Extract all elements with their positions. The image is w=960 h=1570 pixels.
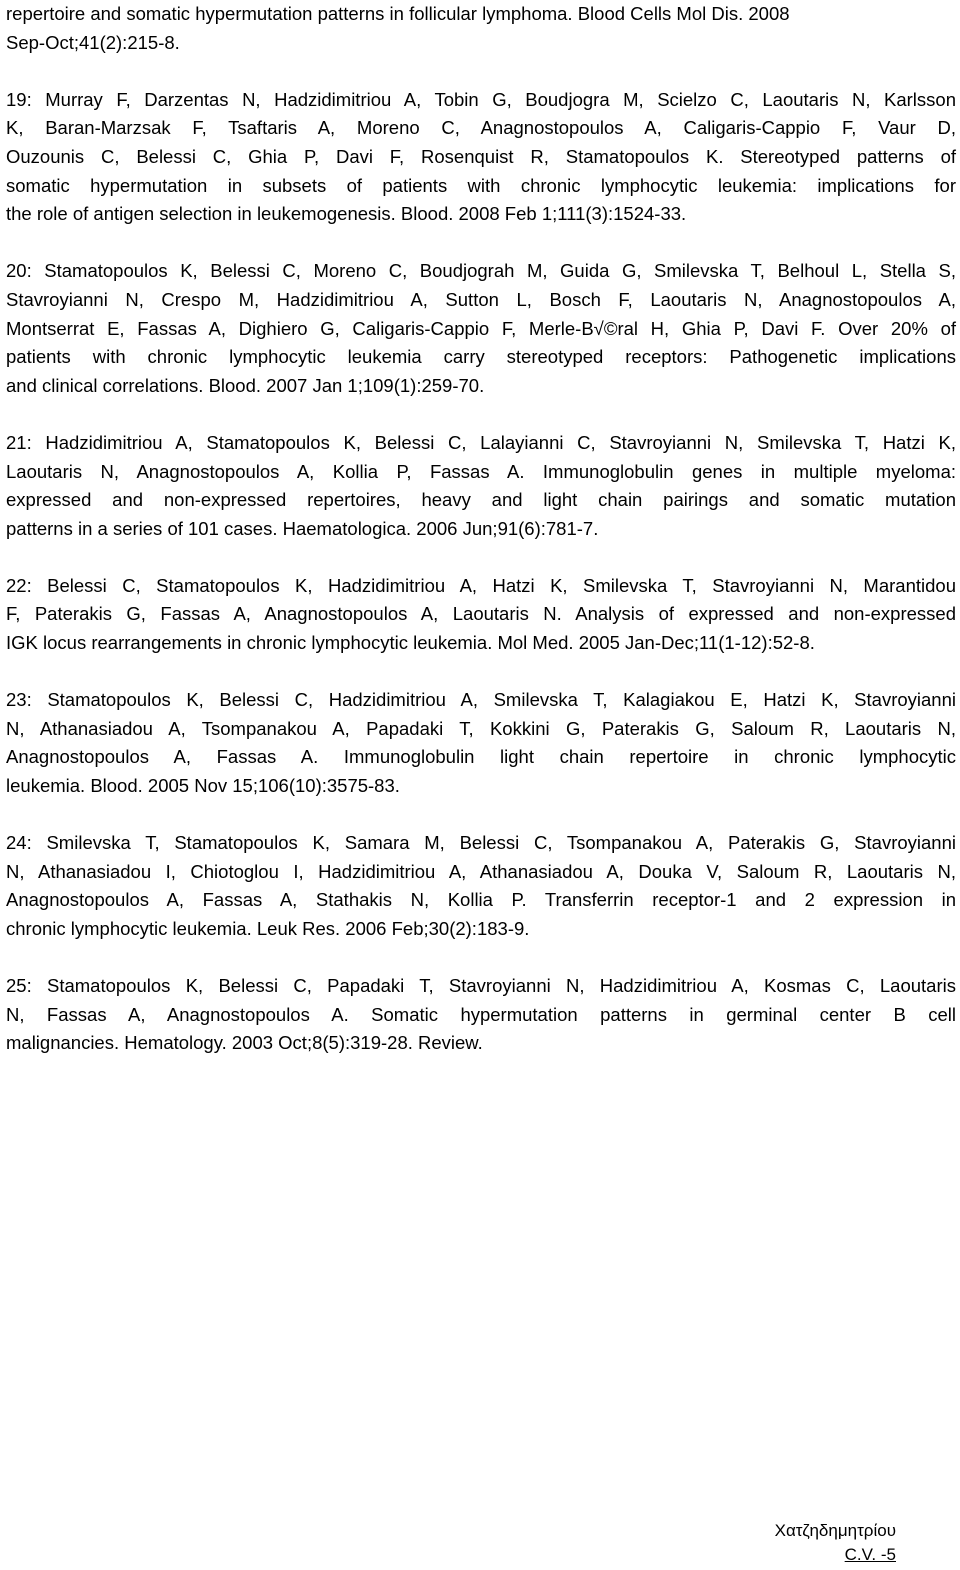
text-line: Sep-Oct;41(2):215-8. [6, 31, 180, 53]
reference-20 [6, 257, 956, 400]
text-line: malignancies. Hematology. 2003 Oct;8(5):319-28. Review. [6, 1032, 483, 1054]
text-line: Anagnostopoulos A, Fassas A, Stathakis N, Kollia P. Transferrin receptor-1 and 2 expression in [6, 889, 956, 911]
text-line: N, Fassas A, Anagnostopoulos A. Somatic hypermutation patterns in germinal center B cell [6, 1003, 956, 1025]
text-line: leukemia. Blood. 2005 Nov 15;106(10):3575-83. [6, 775, 400, 797]
reference-22 [6, 572, 956, 658]
text-line: K, Baran-Marzsak F, Tsaftaris A, Moreno C, Anagnostopoulos A, Caligaris-Cappio F, Vaur D, [6, 117, 956, 139]
text-line: 22: Belessi C, Stamatopoulos K, Hadzidimitriou A, Hatzi K, Smilevska T, Stavroyianni N, Marantidou [6, 574, 956, 596]
reference-23 [6, 686, 956, 800]
text-line: N, Athanasiadou I, Chiotoglou I, Hadzidimitriou A, Athanasiadou A, Douka V, Saloum R, Laoutaris N, [6, 860, 956, 882]
text-line: expressed and non-expressed repertoires, heavy and light chain pairings and somatic mutation [6, 489, 956, 511]
document-body [6, 0, 956, 1058]
text-line: 20: Stamatopoulos K, Belessi C, Moreno C, Boudjograh M, Guida G, Smilevska T, Belhoul L, Stella S, [6, 260, 956, 282]
reference-24 [6, 829, 956, 943]
text-line: chronic lymphocytic leukemia. Leuk Res. 2006 Feb;30(2):183-9. [6, 918, 530, 939]
text-line: Stavroyianni N, Crespo M, Hadzidimitriou A, Sutton L, Bosch F, Laoutaris N, Anagnostopoulos A, [6, 288, 956, 310]
reference-19 [6, 86, 956, 229]
reference-21 [6, 429, 956, 543]
text-line: the role of antigen selection in leukemogenesis. Blood. 2008 Feb 1;111(3):1524-33. [6, 203, 687, 225]
text-line: Laoutaris N, Anagnostopoulos A, Kollia P, Fassas A. Immunoglobulin genes in multiple myeloma: [6, 460, 956, 482]
text-line: 23: Stamatopoulos K, Belessi C, Hadzidimitriou A, Smilevska T, Kalagiakou E, Hatzi K, Stavroyianni [6, 689, 956, 711]
reference-continuation [6, 0, 956, 57]
text-line: patients with chronic lymphocytic leukemia carry stereotyped receptors: Pathogenetic implications [6, 346, 956, 368]
text-line: 24: Smilevska T, Stamatopoulos K, Samara M, Belessi C, Tsompanakou A, Paterakis G, Stavroyianni [6, 832, 956, 854]
text-line: F, Paterakis G, Fassas A, Anagnostopoulos A, Laoutaris N. Analysis of expressed and non-expressed [6, 603, 956, 625]
text-line: N, Athanasiadou A, Tsompanakou A, Papadaki T, Kokkini G, Paterakis G, Saloum R, Laoutaris N, [6, 717, 956, 739]
text-line: 19: Murray F, Darzentas N, Hadzidimitriou A, Tobin G, Boudjogra M, Scielzo C, Laoutaris N, Karlsson [6, 88, 956, 110]
footer-page-number: C.V. -5 [844, 1545, 896, 1564]
reference-25 [6, 972, 956, 1058]
text-line: IGK locus rearrangements in chronic lymphocytic leukemia. Mol Med. 2005 Jan-Dec;11(1-12):52-8. [6, 632, 815, 654]
text-line: somatic hypermutation in subsets of patients with chronic lymphocytic leukemia: implications for [6, 174, 956, 196]
text-line: Montserrat E, Fassas A, Dighiero G, Caligaris-Cappio F, Merle-B√©ral H, Ghia P, Davi F. Over 20% of [6, 317, 956, 339]
text-line: 25: Stamatopoulos K, Belessi C, Papadaki T, Stavroyianni N, Hadzidimitriou A, Kosmas C, Laoutaris [6, 975, 956, 997]
text-line: Ouzounis C, Belessi C, Ghia P, Davi F, Rosenquist R, Stamatopoulos K. Stereotyped patterns of [6, 145, 956, 167]
text-line: repertoire and somatic hypermutation patterns in follicular lymphoma. Blood Cells Mol Dis. 2008 [6, 3, 790, 24]
text-line: Anagnostopoulos A, Fassas A. Immunoglobulin light chain repertoire in chronic lymphocytic [6, 746, 956, 768]
text-line: patterns in a series of 101 cases. Haematologica. 2006 Jun;91(6):781-7. [6, 517, 599, 539]
text-line: 21: Hadzidimitriou A, Stamatopoulos K, Belessi C, Lalayianni C, Stavroyianni N, Smilevska T, Hatzi K, [6, 431, 956, 453]
footer-author-name: Χατζηδημητρίου [774, 1521, 896, 1540]
text-line: and clinical correlations. Blood. 2007 Jan 1;109(1):259-70. [6, 374, 485, 396]
